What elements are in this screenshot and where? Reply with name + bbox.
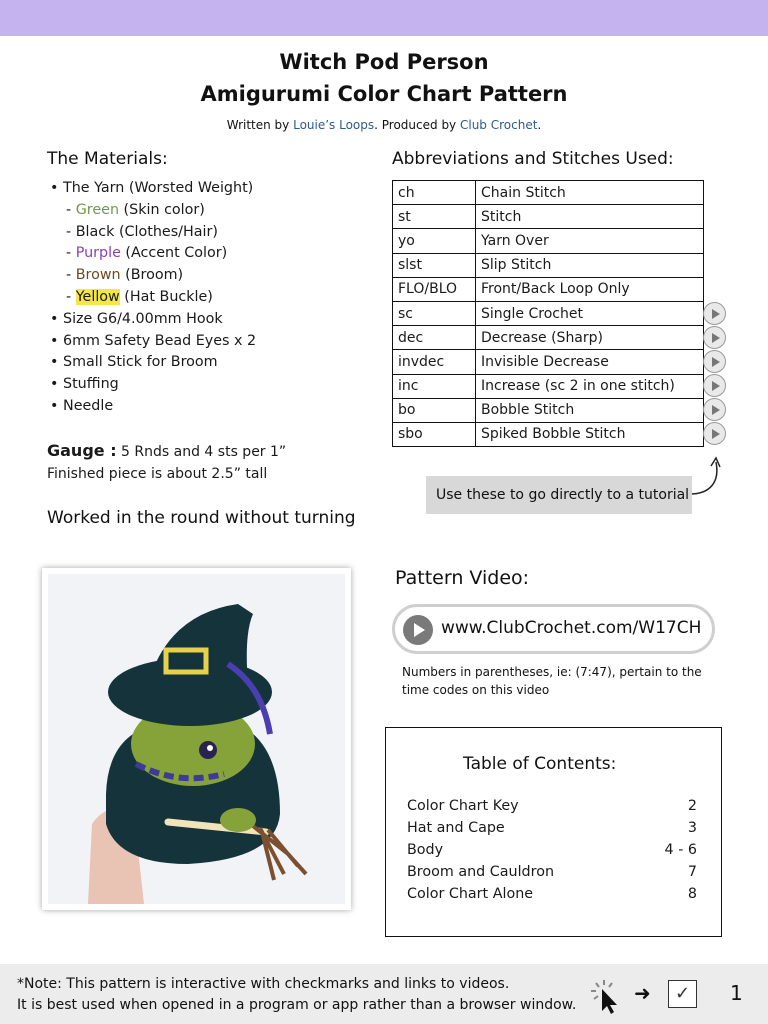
play-icon[interactable] <box>703 326 726 349</box>
table-row <box>393 181 704 205</box>
play-icon[interactable] <box>703 374 726 397</box>
video-link-button[interactable] <box>392 604 715 654</box>
play-icon[interactable] <box>703 398 726 421</box>
meaning-cell: Front/Back Loop Only <box>476 277 704 301</box>
toc-entry[interactable] <box>407 817 697 839</box>
yarn-color-purple <box>50 243 256 265</box>
color-name: Green <box>75 201 120 218</box>
table-row[interactable] <box>393 422 704 446</box>
item-text: 6mm Safety Bead Eyes x 2 <box>63 332 257 349</box>
list-item <box>50 309 256 331</box>
gauge-value: 5 Rnds and 4 sts per 1” <box>116 444 287 460</box>
toc-page: 7 <box>687 864 697 880</box>
table-row[interactable] <box>393 374 704 398</box>
abbr-cell: ch <box>393 181 476 205</box>
producer-link[interactable]: Club Crochet <box>459 118 538 132</box>
bullet: • <box>50 376 59 393</box>
gauge-label: Gauge : <box>47 441 117 460</box>
dash: - <box>66 288 76 305</box>
table-row[interactable] <box>393 326 704 350</box>
list-item <box>50 396 256 418</box>
footer <box>0 964 768 1024</box>
item-text: Size G6/4.00mm Hook <box>63 310 223 327</box>
dash: - <box>66 223 76 240</box>
byline-mid: . Produced by <box>374 118 460 132</box>
color-use: (Broom) <box>120 267 184 284</box>
toc-title: Body <box>407 842 444 858</box>
table-row[interactable] <box>393 350 704 374</box>
toc-page: 8 <box>687 886 697 902</box>
dash: - <box>66 245 76 262</box>
play-icon[interactable] <box>703 350 726 373</box>
table-row <box>393 205 704 229</box>
item-text: Small Stick for Broom <box>63 354 218 371</box>
byline <box>0 118 768 132</box>
materials-heading: The Materials: <box>47 149 168 169</box>
toc-page: 4 - 6 <box>664 842 697 858</box>
toc-entry[interactable] <box>407 839 697 861</box>
play-icon <box>403 615 433 645</box>
meaning-cell: Bobble Stitch <box>476 398 704 422</box>
checkbox-icon[interactable]: ✓ <box>668 980 697 1008</box>
abbr-cell: FLO/BLO <box>393 277 476 301</box>
abbr-cell: invdec <box>393 350 476 374</box>
materials-list <box>50 178 256 418</box>
bullet: • <box>50 332 59 349</box>
abbr-cell: yo <box>393 229 476 253</box>
dash: - <box>66 201 76 218</box>
list-item <box>50 178 256 200</box>
meaning-cell: Increase (sc 2 in one stitch) <box>476 374 704 398</box>
byline-suffix: . <box>537 118 542 132</box>
yarn-color-green <box>50 200 256 222</box>
table-of-contents <box>385 727 722 937</box>
toc-page: 3 <box>687 820 697 836</box>
meaning-cell: Decrease (Sharp) <box>476 326 704 350</box>
toc-page: 2 <box>687 798 697 814</box>
abbreviations-heading: Abbreviations and Stitches Used: <box>392 149 674 169</box>
bullet: • <box>50 354 59 371</box>
video-heading: Pattern Video: <box>395 567 530 589</box>
gauge-block <box>47 440 286 485</box>
meaning-cell: Invisible Decrease <box>476 350 704 374</box>
cursor-click-icon <box>590 979 624 1015</box>
byline-prefix: Written by <box>226 118 294 132</box>
color-use: (Accent Color) <box>120 245 228 262</box>
photo-frame <box>42 568 351 910</box>
tutorial-note: Use these to go directly to a tutorial <box>426 476 692 514</box>
page-subtitle: Amigurumi Color Chart Pattern <box>200 82 568 106</box>
color-use: (Hat Buckle) <box>119 288 213 305</box>
toc-heading: Table of Contents: <box>463 754 617 774</box>
witch-amigurumi-photo <box>48 574 345 904</box>
finished-size: Finished piece is about 2.5” tall <box>47 466 268 482</box>
list-item <box>50 374 256 396</box>
color-name: Brown <box>75 267 121 284</box>
table-row <box>393 253 704 277</box>
abbr-cell: sbo <box>393 422 476 446</box>
yarn-label: The Yarn (Worsted Weight) <box>63 180 254 196</box>
yarn-color-yellow <box>50 287 256 309</box>
meaning-cell: Slip Stitch <box>476 253 704 277</box>
toc-list <box>407 795 697 905</box>
toc-entry[interactable] <box>407 795 697 817</box>
toc-title: Color Chart Alone <box>407 886 534 902</box>
color-name: Black <box>75 223 115 240</box>
abbr-cell: slst <box>393 253 476 277</box>
meaning-cell: Single Crochet <box>476 301 704 325</box>
abbr-cell: inc <box>393 374 476 398</box>
item-text: Needle <box>63 397 114 414</box>
abbr-cell: dec <box>393 326 476 350</box>
list-item <box>50 331 256 353</box>
toc-entry[interactable] <box>407 861 697 883</box>
meaning-cell: Stitch <box>476 205 704 229</box>
bullet: • <box>50 310 59 327</box>
footer-note-line: It is best used when opened in a program or app rather than a browser window. <box>17 997 577 1013</box>
top-banner <box>0 0 768 36</box>
bullet: • <box>50 397 59 414</box>
abbr-cell: bo <box>393 398 476 422</box>
page-title: Witch Pod Person <box>279 50 489 74</box>
abbr-cell: sc <box>393 301 476 325</box>
worked-note: Worked in the round without turning <box>47 508 356 528</box>
meaning-cell: Chain Stitch <box>476 181 704 205</box>
abbr-cell: st <box>393 205 476 229</box>
color-use: (Skin color) <box>119 201 205 218</box>
play-icon[interactable] <box>703 302 726 325</box>
list-item <box>50 352 256 374</box>
color-name: Purple <box>75 245 121 262</box>
video-note: Numbers in parentheses, ie: (7:47), pertain to the time codes on this video <box>402 665 702 697</box>
meaning-cell: Yarn Over <box>476 229 704 253</box>
video-url: www.ClubCrochet.com/W17CH <box>441 618 702 638</box>
footer-note-line: *Note: This pattern is interactive with checkmarks and links to videos. <box>17 976 510 992</box>
page-number: 1 <box>730 981 743 1005</box>
author-link[interactable]: Louie’s Loops <box>293 118 375 132</box>
meaning-cell: Spiked Bobble Stitch <box>476 422 704 446</box>
yarn-color-black <box>50 222 256 244</box>
table-row[interactable] <box>393 398 704 422</box>
toc-entry[interactable] <box>407 883 697 905</box>
color-name: Yellow <box>75 288 120 305</box>
table-row <box>393 229 704 253</box>
bullet: • <box>50 180 59 196</box>
item-text: Stuffing <box>63 376 119 393</box>
abbreviations-table <box>392 180 704 447</box>
play-icon[interactable] <box>703 422 726 445</box>
toc-title: Hat and Cape <box>407 820 505 836</box>
dash: - <box>66 267 76 284</box>
footer-note <box>17 974 576 1016</box>
color-use: (Clothes/Hair) <box>114 223 218 240</box>
table-row[interactable] <box>393 301 704 325</box>
toc-title: Color Chart Key <box>407 798 519 814</box>
arrow-right-icon: ➜ <box>634 981 651 1005</box>
yarn-color-brown <box>50 265 256 287</box>
toc-title: Broom and Cauldron <box>407 864 555 880</box>
table-row <box>393 277 704 301</box>
